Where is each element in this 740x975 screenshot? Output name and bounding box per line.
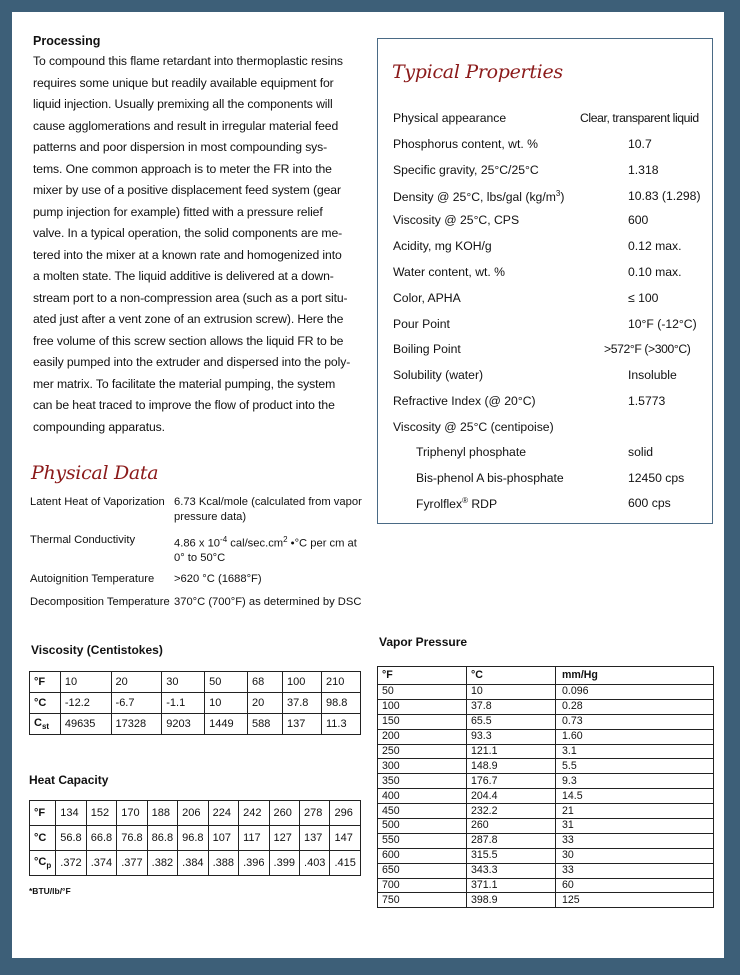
table-cell: 147: [330, 826, 361, 851]
processing-line: free volume of this screw section allows the liquid FR to be: [33, 333, 344, 348]
vapor-row: [378, 848, 714, 863]
processing-line: a molten state. The liquid additive is delivered at a down-: [33, 269, 334, 283]
vapor-row: [378, 893, 714, 908]
table-row: [30, 801, 361, 826]
property-value: 10.7: [628, 137, 652, 151]
table-cell: 50: [205, 672, 248, 693]
property-label: Density @ 25°C, lbs/gal $(kg/m^3)$: [393, 189, 565, 205]
table-cell: 296: [330, 801, 361, 826]
viscosity-row-label: °F: [30, 672, 61, 693]
table-cell: 1449: [205, 714, 248, 735]
vapor-cell: 1.60: [556, 729, 714, 744]
document-page: [12, 12, 724, 958]
vapor-header-cell: mm/Hg: [556, 667, 714, 685]
property-value: 10°F (-12°C): [628, 317, 697, 331]
vapor-row: [378, 685, 714, 700]
vapor-cell: 0.73: [556, 714, 714, 729]
heat-capacity-footnote: *BTU/lb/°F: [29, 886, 71, 896]
vapor-cell: 10: [467, 685, 556, 700]
vapor-header-cell: °C: [467, 667, 556, 685]
table-cell: .377: [117, 851, 147, 876]
vapor-cell: 93.3: [467, 729, 556, 744]
vapor-cell: 21: [556, 804, 714, 819]
table-cell: -1.1: [162, 693, 205, 714]
processing-line: cause agglomerations and result in irregular material feed: [33, 118, 339, 133]
vapor-row: [378, 789, 714, 804]
property-label: Specific gravity, 25°C/25°C: [393, 163, 539, 177]
property-label-sup: 3: [555, 189, 561, 198]
vapor-cell: 148.9: [467, 759, 556, 774]
vapor-cell: 30: [556, 848, 714, 863]
property-sub-label: Fyrolflex® RDP: [416, 496, 498, 512]
property-label: Phosphorus content, wt. %: [393, 137, 538, 151]
table-cell: 137: [300, 826, 330, 851]
vapor-cell: 250: [378, 744, 467, 759]
physical-data-label: Decomposition Temperature: [30, 596, 170, 608]
table-cell: 117: [239, 826, 269, 851]
table-cell: 56.8: [56, 826, 86, 851]
vapor-pressure-title: Vapor Pressure: [379, 635, 468, 649]
vapor-header-row: [378, 667, 714, 685]
property-sub-label: Triphenyl phosphate: [416, 445, 526, 459]
vapor-row: [378, 714, 714, 729]
vapor-row: [378, 819, 714, 834]
typical-properties-title: Typical Properties: [392, 61, 563, 83]
property-label: Refractive Index (@ 20°C): [393, 394, 536, 408]
table-cell: 127: [269, 826, 299, 851]
table-cell: .396: [239, 851, 269, 876]
table-cell: 152: [86, 801, 116, 826]
property-label: Acidity, mg KOH/g: [393, 239, 492, 253]
vapor-cell: 65.5: [467, 714, 556, 729]
vapor-cell: 33: [556, 833, 714, 848]
table-cell: 100: [283, 672, 322, 693]
vapor-cell: 3.1: [556, 744, 714, 759]
table-cell: 96.8: [178, 826, 208, 851]
property-value: 10.83 (1.298): [628, 189, 701, 203]
vapor-cell: 750: [378, 893, 467, 908]
table-cell: .399: [269, 851, 299, 876]
table-cell: 30: [162, 672, 205, 693]
table-row: [30, 693, 361, 714]
physical-data-value-line: 0° to 50°C: [174, 552, 226, 565]
physical-data-value: [174, 495, 369, 524]
vapor-cell: 371.1: [467, 878, 556, 893]
table-cell: 242: [239, 801, 269, 826]
vapor-cell: 33: [556, 863, 714, 878]
processing-line: can be heat traced to improve the flow of product into the: [33, 398, 335, 412]
vapor-row: [378, 774, 714, 789]
physical-data-value: [174, 572, 369, 587]
table-cell: 68: [247, 672, 282, 693]
vapor-cell: 121.1: [467, 744, 556, 759]
vapor-cell: 0.096: [556, 685, 714, 700]
table-cell: 210: [321, 672, 360, 693]
table-cell: 20: [247, 693, 282, 714]
physical-data-value-line: 4.86 x $10^{-4}$ cal/$\sec.cm^2$ •°C per cm at: [174, 535, 357, 550]
vapor-cell: 300: [378, 759, 467, 774]
table-cell: 137: [283, 714, 322, 735]
table-cell: .388: [208, 851, 238, 876]
vapor-cell: 400: [378, 789, 467, 804]
table-cell: 9203: [162, 714, 205, 735]
processing-line: ated just after a vent zone of an extrusion screw). Here the: [33, 312, 344, 326]
vapor-cell: 350: [378, 774, 467, 789]
heat-capacity-row-label: °C: [30, 826, 56, 851]
table-cell: .415: [330, 851, 361, 876]
property-value: 0.10 max.: [628, 265, 682, 279]
table-cell: .382: [147, 851, 177, 876]
vapor-cell: 500: [378, 819, 467, 834]
property-sub-label-sup: ®: [462, 496, 468, 505]
processing-line: pump injection for example) fitted with a pressure relief: [33, 204, 323, 219]
property-label: Boiling Point: [393, 342, 461, 356]
property-value: 1.318: [628, 163, 659, 177]
property-label: Physical appearance: [393, 111, 507, 125]
vapor-row: [378, 699, 714, 714]
physical-data-label: Autoignition Temperature: [30, 573, 155, 585]
table-row: [30, 851, 361, 876]
heat-capacity-table: [29, 800, 361, 876]
vapor-cell: 5.5: [556, 759, 714, 774]
table-cell: -6.7: [111, 693, 162, 714]
vapor-cell: 204.4: [467, 789, 556, 804]
processing-line: liquid injection. Usually premixing all the components will: [33, 97, 333, 111]
table-cell: 224: [208, 801, 238, 826]
processing-text: [33, 51, 363, 438]
processing-line: compounding apparatus.: [33, 419, 165, 434]
table-row: [30, 672, 361, 693]
physical-data-value-line: 6.73 Kcal/mole (calculated from vapor: [174, 496, 362, 508]
property-value: Insoluble: [628, 368, 677, 382]
processing-line: mer matrix. To facilitate the material pumping, the system: [33, 376, 336, 391]
processing-line: stream port to a non-compression area (such as a port situ-: [33, 290, 348, 305]
processing-title: Processing: [33, 34, 101, 48]
vapor-row: [378, 878, 714, 893]
viscosity-title: Viscosity (Centistokes): [31, 643, 163, 657]
vapor-pressure-table: [377, 666, 714, 908]
table-cell: 49635: [60, 714, 111, 735]
property-value: 0.12 max.: [628, 239, 682, 253]
row-label-sub: st: [41, 722, 50, 732]
property-sub-value: 600 cps: [628, 496, 671, 510]
vapor-cell: 315.5: [467, 848, 556, 863]
table-cell: 37.8: [283, 693, 322, 714]
processing-line: valve. In a typical operation, the solid components are me-: [33, 226, 343, 240]
processing-line: tems. One common approach is to meter the FR into the: [33, 161, 332, 176]
table-cell: 134: [56, 801, 86, 826]
table-cell: .374: [86, 851, 116, 876]
property-sub-value: 12450 cps: [628, 471, 685, 485]
property-label: Water content, wt. %: [393, 265, 505, 279]
vapor-cell: 31: [556, 819, 714, 834]
vapor-cell: 287.8: [467, 833, 556, 848]
table-cell: 170: [117, 801, 147, 826]
table-cell: 17328: [111, 714, 162, 735]
vapor-cell: 260: [467, 819, 556, 834]
vapor-cell: 600: [378, 848, 467, 863]
property-label: Color, APHA: [393, 291, 461, 305]
physical-data-value-line: 370°C (700°F) as determined by DSC: [174, 596, 362, 608]
vapor-cell: 550: [378, 833, 467, 848]
viscosity-row-label: °C: [30, 693, 61, 714]
table-cell: 206: [178, 801, 208, 826]
vapor-cell: 37.8: [467, 699, 556, 714]
property-value: >572°F (>300°C): [604, 342, 691, 356]
property-value: 600: [628, 213, 649, 227]
table-row: [30, 714, 361, 735]
table-cell: 76.8: [117, 826, 147, 851]
processing-line: patterns and poor dispersion in most compounding sys-: [33, 140, 328, 154]
property-value: Clear, transparent liquid: [580, 111, 699, 125]
table-cell: 86.8: [147, 826, 177, 851]
table-cell: 11.3: [321, 714, 360, 735]
vapor-cell: 398.9: [467, 893, 556, 908]
viscosity-row-label: $C_{st}$: [30, 714, 61, 735]
physical-data-value-line: >620 °C (1688°F): [174, 573, 262, 585]
table-cell: 260: [269, 801, 299, 826]
processing-line: To compound this flame retardant into thermoplastic resins: [33, 54, 343, 68]
row-label-sub: p: [46, 861, 52, 871]
table-cell: 10: [205, 693, 248, 714]
heat-capacity-title: Heat Capacity: [29, 773, 109, 787]
table-cell: 278: [300, 801, 330, 826]
vapor-row: [378, 729, 714, 744]
table-cell: 188: [147, 801, 177, 826]
vapor-cell: 125: [556, 893, 714, 908]
vapor-cell: 50: [378, 685, 467, 700]
table-cell: 20: [111, 672, 162, 693]
typical-properties-box: [377, 38, 713, 524]
property-label: Pour Point: [393, 317, 450, 331]
physical-data-title: Physical Data: [31, 462, 159, 484]
property-label: Solubility (water): [393, 368, 484, 382]
table-cell: -12.2: [60, 693, 111, 714]
vapor-row: [378, 863, 714, 878]
table-cell: 588: [247, 714, 282, 735]
property-label: Viscosity @ 25°C (centipoise): [393, 420, 554, 434]
vapor-cell: 232.2: [467, 804, 556, 819]
processing-line: tered into the mixer at a known rate and homogenized into: [33, 247, 342, 262]
vapor-cell: 650: [378, 863, 467, 878]
property-sub-value: solid: [628, 445, 654, 459]
physical-data-value: [174, 533, 369, 566]
physical-data-value-line: pressure data): [174, 510, 247, 523]
viscosity-table: [29, 671, 361, 735]
property-label: Viscosity @ 25°C, CPS: [393, 213, 520, 227]
table-cell: 66.8: [86, 826, 116, 851]
vapor-cell: 100: [378, 699, 467, 714]
table-cell: 10: [60, 672, 111, 693]
table-cell: .403: [300, 851, 330, 876]
heat-capacity-row-label: $^\circ C_p$: [30, 851, 56, 876]
vapor-row: [378, 833, 714, 848]
physical-data-sup: -4: [220, 535, 228, 544]
physical-data-sup: 2: [283, 535, 288, 544]
vapor-header-cell: °F: [378, 667, 467, 685]
vapor-cell: 450: [378, 804, 467, 819]
physical-data-value: [174, 595, 369, 610]
vapor-row: [378, 744, 714, 759]
property-value: ≤ 100: [628, 291, 659, 305]
vapor-cell: 9.3: [556, 774, 714, 789]
table-cell: .384: [178, 851, 208, 876]
physical-data-label: Latent Heat of Vaporization: [30, 496, 165, 508]
vapor-cell: 700: [378, 878, 467, 893]
heat-capacity-row-label: °F: [30, 801, 56, 826]
vapor-cell: 343.3: [467, 863, 556, 878]
physical-data-label: Thermal Conductivity: [30, 534, 136, 546]
processing-line: requires some unique but readily available equipment for: [33, 75, 334, 90]
vapor-cell: 176.7: [467, 774, 556, 789]
table-cell: 98.8: [321, 693, 360, 714]
processing-line: easily pumped into the extruder and dispersed into the poly-: [33, 355, 351, 369]
vapor-cell: 60: [556, 878, 714, 893]
table-cell: 107: [208, 826, 238, 851]
vapor-row: [378, 759, 714, 774]
vapor-cell: 14.5: [556, 789, 714, 804]
vapor-cell: 0.28: [556, 699, 714, 714]
table-cell: .372: [56, 851, 86, 876]
property-sub-label: Bis-phenol A bis-phosphate: [416, 471, 564, 485]
processing-line: mixer by use of a positive displacement feed system (gear: [33, 183, 341, 197]
vapor-row: [378, 804, 714, 819]
property-value: 1.5773: [628, 394, 666, 408]
vapor-cell: 200: [378, 729, 467, 744]
vapor-cell: 150: [378, 714, 467, 729]
table-row: [30, 826, 361, 851]
